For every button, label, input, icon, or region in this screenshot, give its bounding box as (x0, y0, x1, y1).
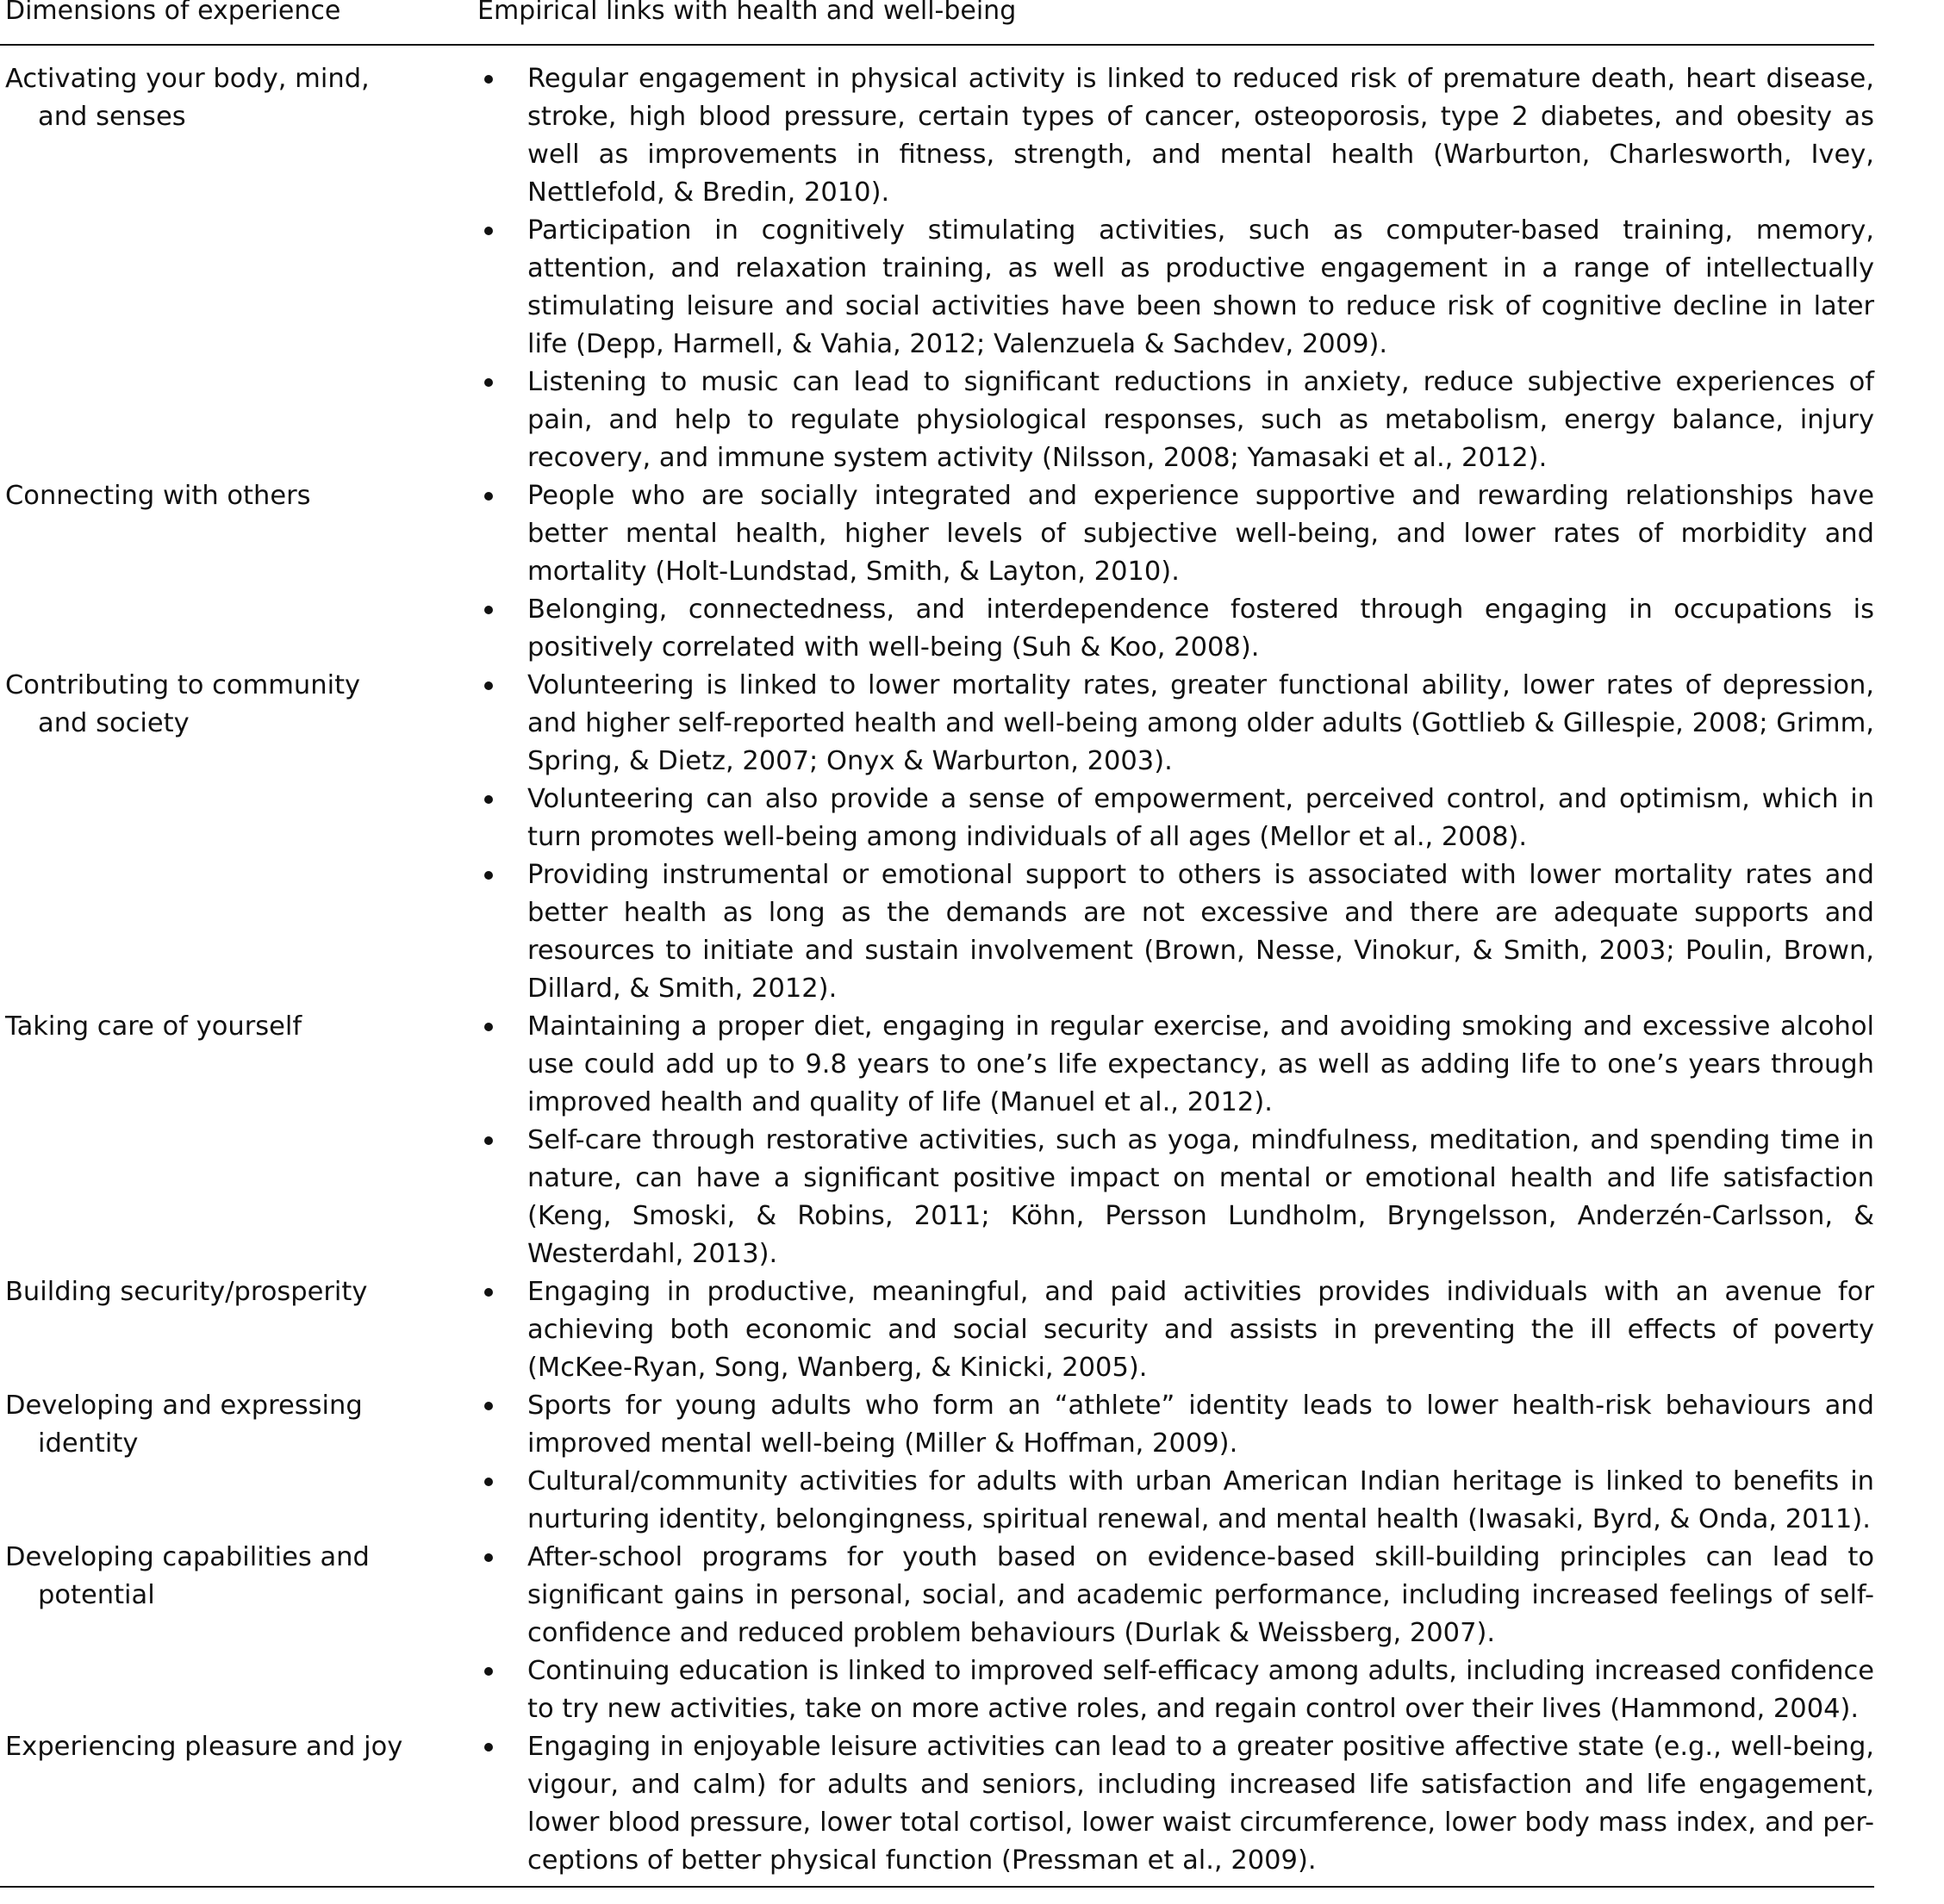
evidence-item (472, 1387, 1874, 1463)
table-row (0, 1387, 1874, 1539)
evidence-text: People who are socially integrated and experience supportive and rewarding relationships have better mental health, higher levels of subjective well-being, and lower rates of morbidity and mortality (Holt-Lundstad, Smith, & Layton, 2010). (527, 481, 1874, 587)
table-row (0, 1539, 1874, 1728)
evidence-list (472, 1387, 1874, 1539)
bullet-icon (484, 871, 493, 880)
table-header (0, 0, 1874, 46)
evidence-item (472, 1539, 1874, 1652)
dimension-cell (0, 1387, 472, 1539)
table-row (0, 60, 1874, 477)
evidence-item (472, 1728, 1874, 1880)
evidence-text: Volunteering is linked to lower mortality rates, greater functional ability, lower rates of depression, and higher self-reported health and well-being among older adults (Gottlieb & Gillespie, 2008; Grimm, Spring, & Dietz, 2007; Onyx & Warburton, 2003). (527, 670, 1874, 776)
bullet-icon (484, 1023, 493, 1031)
header-dimensions: Dimensions of experience (5, 0, 341, 26)
dimension-cell (0, 60, 472, 477)
evidence-text: Listening to music can lead to significant reductions in anxiety, reduce subjective experiences of pain, and help to regulate physiological responses, such as metabolism, energy balance, injury recovery, and immune system activity (Nilsson, 2008; Yamasaki et al., 2012). (527, 367, 1874, 473)
bullet-icon (484, 75, 493, 84)
evidence-list (472, 60, 1874, 477)
evidence-item (472, 1652, 1874, 1728)
evidence-item (472, 591, 1874, 667)
bullet-icon (484, 1136, 493, 1145)
evidence-item (472, 1463, 1874, 1539)
evidence-list (472, 477, 1874, 667)
evidence-text: Engaging in productive, meaningful, and paid activities provides individuals with an avenue for achieving both economic and social security and assists in preventing the ill effects of poverty (McKee-Ryan, Song, Wanberg, & Kinicki, 2005). (527, 1277, 1874, 1383)
table-row (0, 1008, 1874, 1273)
evidence-item (472, 364, 1874, 477)
evidence-text: Engaging in enjoyable leisure activities can lead to a greater positive affective state (e.g., well-being, vigour, and calm) for adults and seniors, including increased life satisfaction and life engagement, lower blood pressure, lower total cortisol, lower waist circumference, lower body mass index, and per-ceptions of better physical function (Pressman et al., 2009). (527, 1732, 1874, 1876)
evidence-text: Volunteering can also provide a sense of empowerment, perceived control, and optimism, which in turn promotes well-being among individuals of all ages (Mellor et al., 2008). (527, 784, 1874, 852)
bullet-icon (484, 606, 493, 614)
evidence-list (472, 1273, 1874, 1387)
bullet-icon (484, 1478, 493, 1486)
evidence-text: Belonging, connectedness, and interdependence fostered through engaging in occupations is positively correlated with well-being (Suh & Koo, 2008). (527, 594, 1874, 663)
bullet-icon (484, 378, 493, 387)
dimension-cell (0, 1539, 472, 1728)
evidence-text: Maintaining a proper diet, engaging in regular exercise, and avoiding smoking and excessive alcohol use could add up to 9.8 years to one’s life expectancy, as well as adding life to one’s years through improved health and quality of life (Manuel et al., 2012). (527, 1011, 1874, 1117)
table-bottom-rule (0, 1886, 1874, 1888)
bullet-icon (484, 227, 493, 235)
evidence-text: Providing instrumental or emotional support to others is associated with lower mortality rates and better health as long as the demands are not excessive and there are adequate supports and resources to initiate and sustain involvement (Brown, Nesse, Vinokur, & Smith, 2003; Poulin, Brown, Dillard, & Smith, 2012). (527, 860, 1874, 1004)
bullet-icon (484, 1553, 493, 1562)
bullet-icon (484, 795, 493, 804)
header-empirical-links: Empirical links with health and well-being (477, 0, 1017, 26)
dimension-label: Developing capabilities and potential (5, 1542, 370, 1610)
dimension-cell (0, 1728, 472, 1880)
dimension-label: Contributing to community and society (5, 670, 361, 738)
evidence-item (472, 781, 1874, 856)
evidence-item (472, 1122, 1874, 1273)
evidence-text: Self-care through restorative activities, such as yoga, mindfulness, meditation, and spending time in nature, can have a significant positive impact on mental or emotional health and life satisfaction (Keng, Smoski, & Robins, 2011; Köhn, Persson Lundholm, Bryngelsson, Anderzén-Carlsson, & Westerdahl, 2013). (527, 1125, 1874, 1269)
evidence-item (472, 60, 1874, 212)
evidence-item (472, 856, 1874, 1008)
table-row (0, 667, 1874, 1008)
evidence-text: After-school programs for youth based on evidence-based skill-building principles can lead to significant gains in personal, social, and academic performance, including increased feelings of self-confidence and reduced problem behaviours (Durlak & Weissberg, 2007). (527, 1542, 1874, 1648)
evidence-text: Regular engagement in physical activity is linked to reduced risk of premature death, heart disease, stroke, high blood pressure, certain types of cancer, osteoporosis, type 2 diabetes, and obesity as well as improvements in fitness, strength, and mental health (Warburton, Charlesworth, Ivey, Nettlefold, & Bredin, 2010). (527, 64, 1874, 208)
table-row (0, 1273, 1874, 1387)
bullet-icon (484, 1667, 493, 1676)
evidence-item (472, 1273, 1874, 1387)
table-body (0, 46, 1874, 1880)
evidence-list (472, 1539, 1874, 1728)
evidence-text: Participation in cognitively stimulating activities, such as computer-based training, memory, attention, and relaxation training, as well as productive engagement in a range of intellectually stimulating leisure and social activities have been shown to reduce risk of cognitive decline in later life (Depp, Harmell, & Vahia, 2012; Valenzuela & Sachdev, 2009). (527, 215, 1874, 359)
dimension-cell (0, 1008, 472, 1273)
dimension-label: Connecting with others (5, 481, 311, 511)
dimension-label: Building security/prosperity (5, 1277, 368, 1307)
evidence-item (472, 1008, 1874, 1122)
table-row (0, 477, 1874, 667)
evidence-list (472, 1728, 1874, 1880)
bullet-icon (484, 1402, 493, 1410)
evidence-item (472, 477, 1874, 591)
table-row (0, 1728, 1874, 1880)
evidence-item (472, 212, 1874, 364)
dimension-label: Developing and expressing identity (5, 1391, 363, 1459)
bullet-icon (484, 681, 493, 690)
bullet-icon (484, 1743, 493, 1752)
dimension-cell (0, 477, 472, 667)
dimension-label: Experiencing pleasure and joy (5, 1732, 403, 1762)
evidence-list (472, 1008, 1874, 1273)
dimension-cell (0, 667, 472, 1008)
bullet-icon (484, 1288, 493, 1297)
evidence-list (472, 667, 1874, 1008)
evidence-text: Continuing education is linked to improved self-efficacy among adults, including increased confidence to try new activities, take on more active roles, and regain control over their lives (Hammond, 2004). (527, 1656, 1874, 1724)
dimension-label: Activating your body, mind, and senses (5, 64, 370, 132)
evidence-text: Cultural/community activities for adults with urban American Indian heritage is linked to benefits in nurturing identity, belongingness, spiritual renewal, and mental health (Iwasaki, Byrd, & Onda, 2011). (527, 1466, 1874, 1534)
evidence-text: Sports for young adults who form an “athlete” identity leads to lower health-risk behaviours and improved mental well-being (Miller & Hoffman, 2009). (527, 1391, 1874, 1459)
bullet-icon (484, 492, 493, 501)
dimension-label: Taking care of yourself (5, 1011, 302, 1042)
evidence-item (472, 667, 1874, 781)
dimension-cell (0, 1273, 472, 1387)
